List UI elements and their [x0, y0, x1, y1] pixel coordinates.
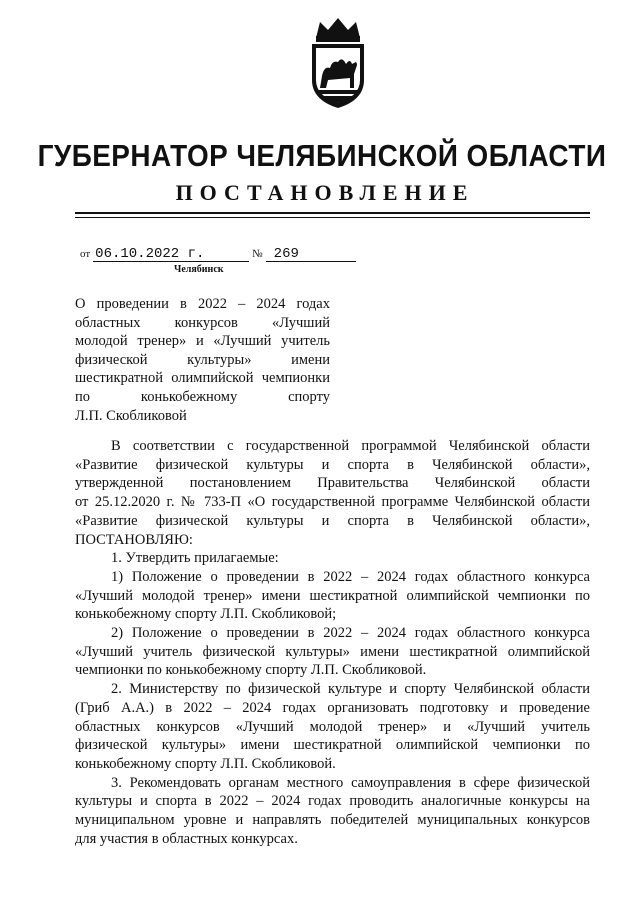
subject-line: областных конкурсов «Лучший — [75, 314, 330, 331]
subject-line: физической культуры» имени — [75, 351, 330, 368]
body-line: (Гриб А.А.) в 2022 – 2024 годах организовать подготовку и проведение — [75, 699, 590, 716]
body-line: ПОСТАНОВЛЯЮ: — [75, 531, 193, 548]
body-line: чемпионки по конькобежному спорту Л.П. Скобликовой. — [75, 662, 427, 679]
body-line: «Лучший учитель физической культуры» имени шестикратной олимпийской — [75, 643, 590, 660]
body-line: физической культуры» имени шестикратной олимпийской чемпионки по — [75, 737, 590, 754]
date-prefix: от — [80, 248, 91, 260]
body-line: 1) Положение о проведении в 2022 – 2024 годах областного конкурса — [111, 568, 590, 585]
header-divider-thick — [75, 212, 590, 214]
issuing-authority: ГУБЕРНАТОР ЧЕЛЯБИНСКОЙ ОБЛАСТИ — [37, 138, 607, 173]
body-line: 2) Положение о проведении в 2022 – 2024 годах областного конкурса — [111, 625, 590, 642]
number-prefix: № — [252, 248, 263, 260]
subject-line: по конькобежному спорту — [75, 388, 330, 405]
body-line: конькобежному спорту Л.П. Скобликовой. — [75, 755, 336, 772]
header-divider-thin — [75, 217, 590, 218]
subject-line: шестикратной олимпийской чемпионки — [75, 370, 330, 387]
body-line: муниципальном уровне и направлять победителей муниципальных конкурсов — [75, 812, 590, 829]
coat-of-arms-emblem — [298, 14, 378, 110]
body-line: от 25.12.2020 г. № 733-П «О государственной программе Челябинской области — [75, 494, 590, 511]
document-date: 06.10.2022 г. — [93, 247, 249, 262]
body-line: утвержденной постановлением Правительства Челябинской области — [75, 475, 590, 492]
body-line: для участия в областных конкурсах. — [75, 830, 298, 847]
body-line: «Развитие физической культуры и спорта в Челябинской области», — [75, 512, 590, 529]
document-type: ПОСТАНОВЛЕНИЕ — [175, 180, 475, 205]
body-line: «Развитие физической культуры и спорта в Челябинской области», — [75, 456, 590, 473]
document-number: 269 — [266, 247, 356, 262]
body-line: «Лучший молодой тренер» имени шестикратной олимпийской чемпионки по — [75, 587, 590, 604]
body-line: 3. Рекомендовать органам местного самоуправления в сфере физической — [111, 774, 590, 791]
body-line: культуры и спорта в 2022 – 2024 годах проводить аналогичные конкурсы на — [75, 793, 590, 810]
subject-line: молодой тренер» и «Лучший учитель — [75, 333, 330, 350]
body-line: 2. Министерству по физической культуре и спорту Челябинской области — [111, 681, 590, 698]
subject-line: О проведении в 2022 – 2024 годах — [75, 296, 330, 312]
document-subject — [75, 295, 330, 425]
body-line: В соответствии с государственной программой Челябинской области — [111, 438, 590, 454]
body-line: конькобежному спорту Л.П. Скобликовой; — [75, 606, 337, 623]
body-line: областных конкурсов «Лучший молодой тренер» и «Лучший учитель — [75, 718, 590, 735]
document-body — [75, 437, 590, 848]
city-name: Челябинск — [174, 264, 224, 275]
body-line: 1. Утвердить прилагаемые: — [111, 550, 279, 567]
subject-line: Л.П. Скобликовой — [75, 407, 187, 424]
date-number-line — [80, 246, 356, 262]
